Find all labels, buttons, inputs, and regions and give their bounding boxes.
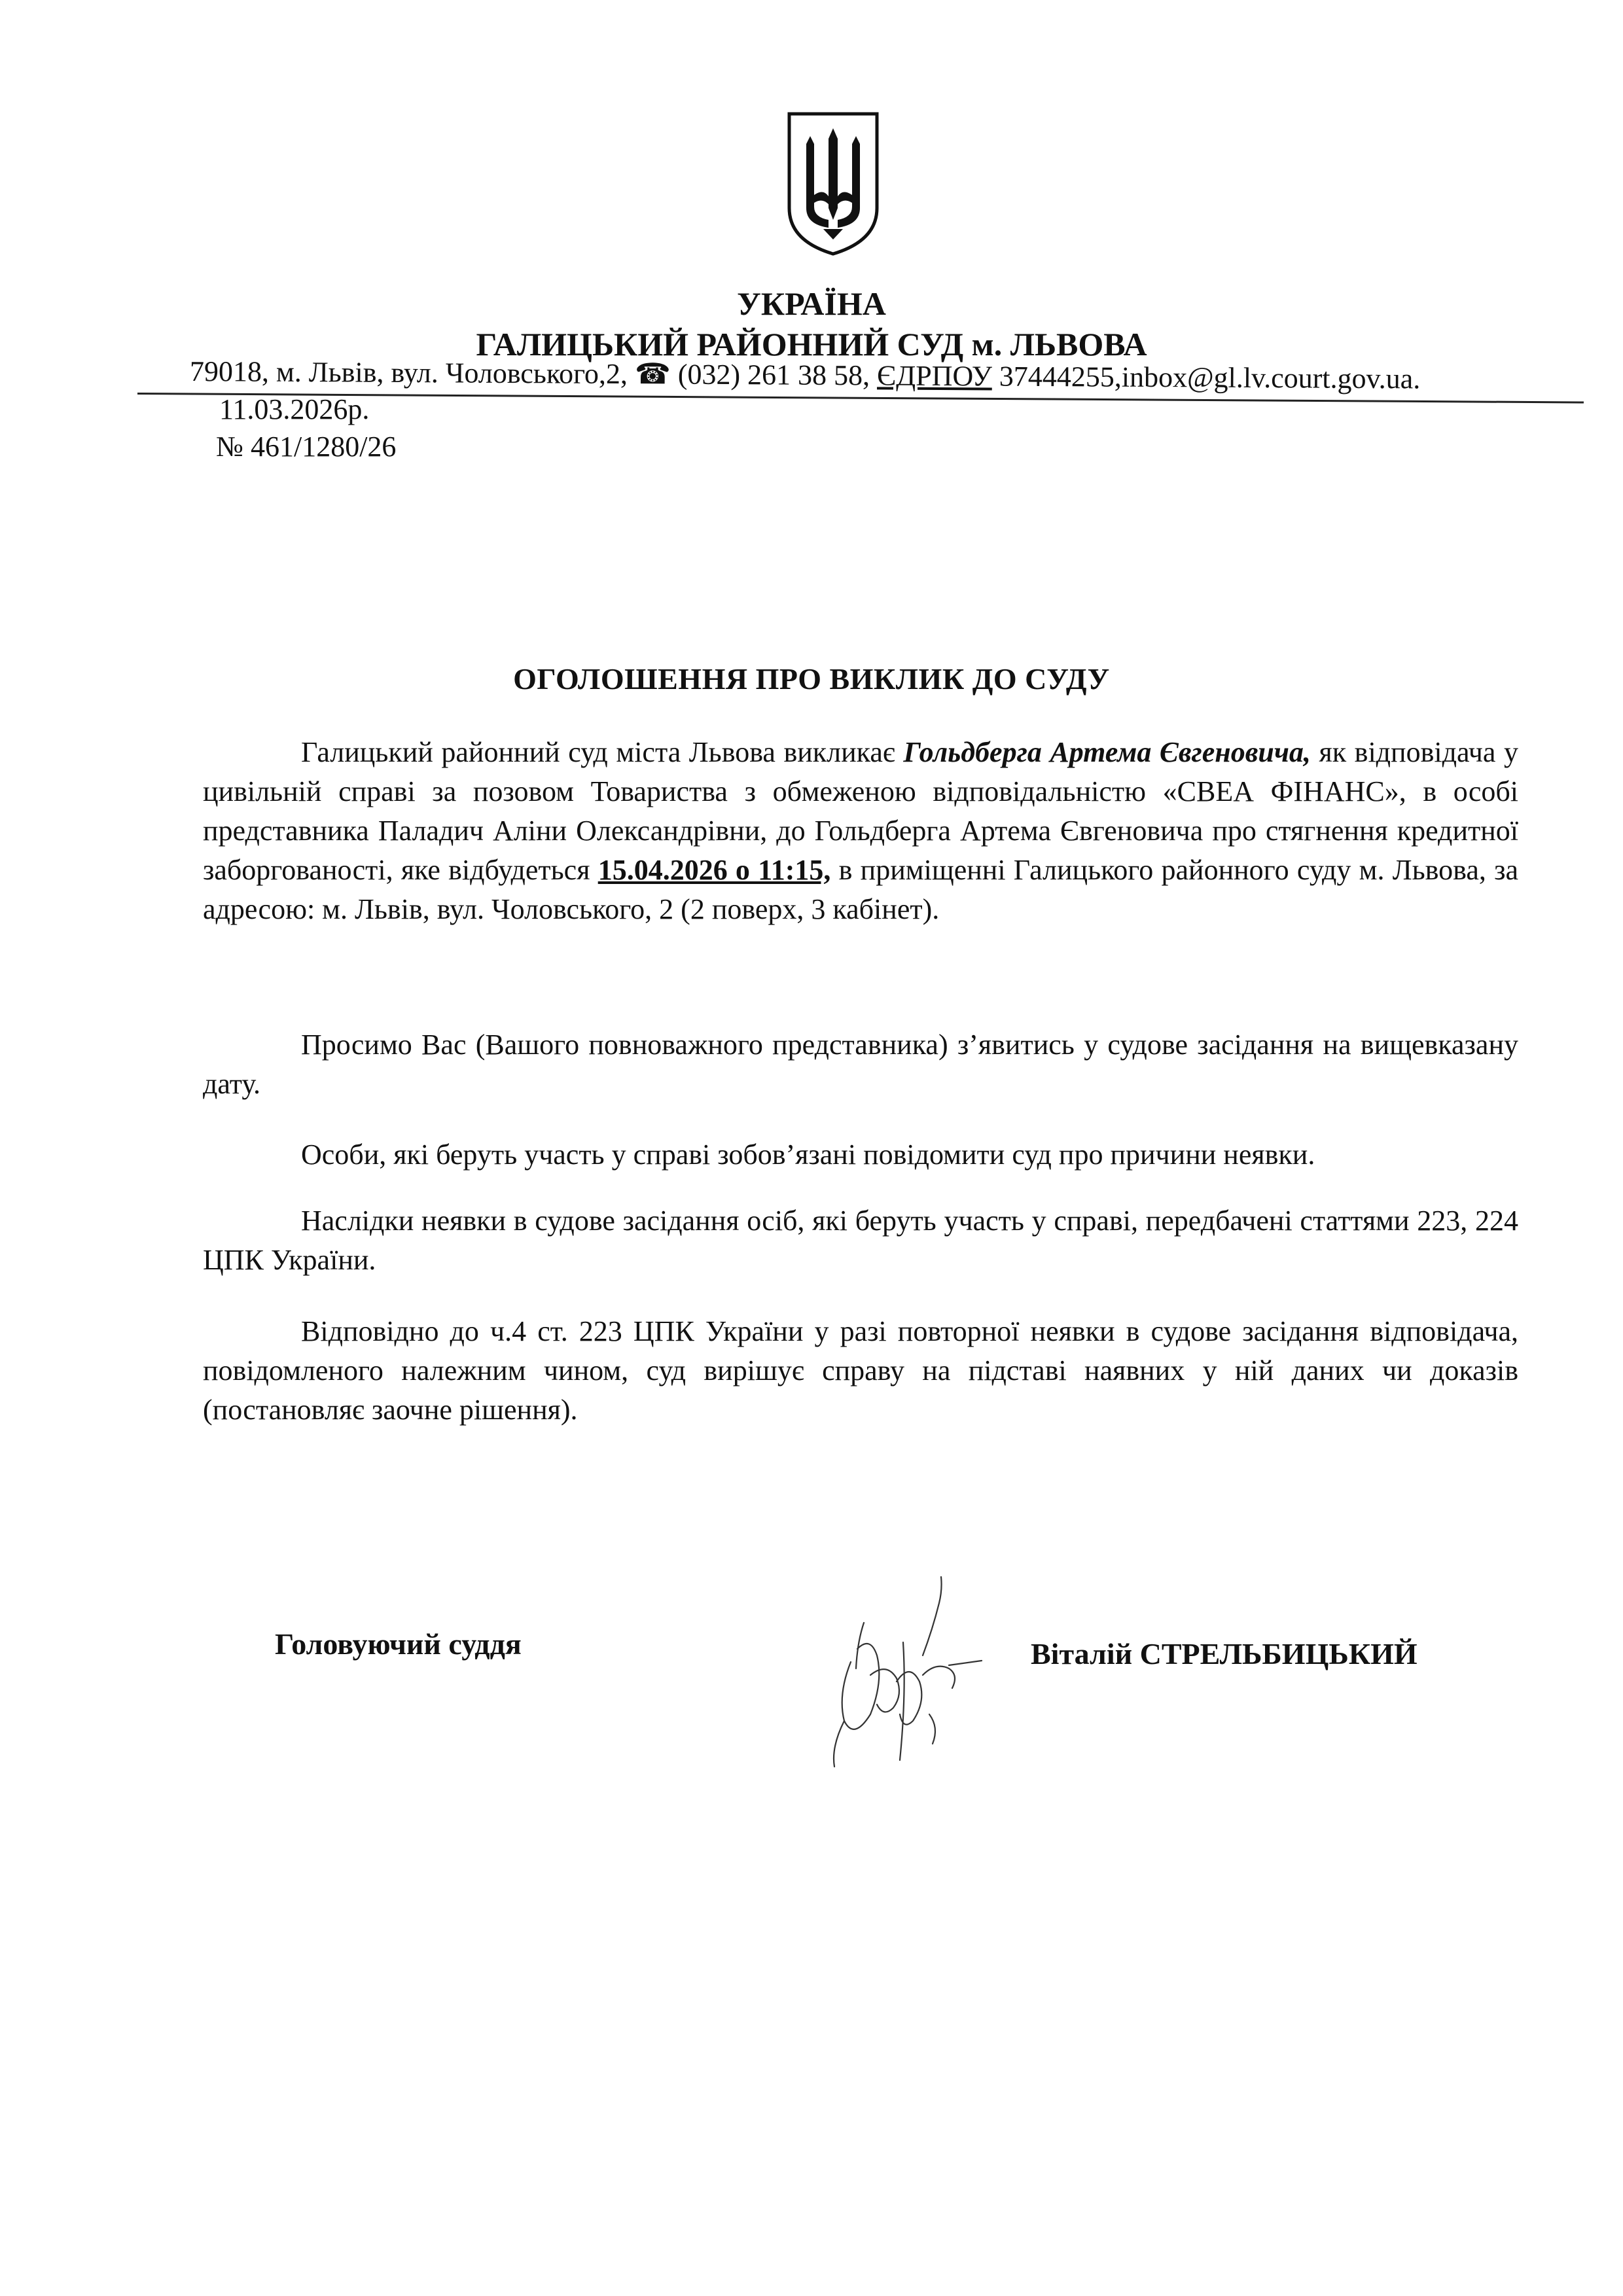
country-heading: УКРАЇНА: [737, 285, 886, 322]
telephone-icon: ☎: [634, 358, 678, 391]
p1-text-c: в приміщенні Галицького районного суду м. Львова, за адресою: м. Львів, вул. Чоловського, 2 (2 поверх, 3 кабінет).: [203, 854, 1519, 925]
edrpou-and-email: 37444255,inbox@gl.lv.court.gov.ua.: [991, 360, 1421, 395]
court-address-line: [190, 353, 1597, 398]
attendance-request-paragraph: Просимо Вас (Вашого повноважного представника) з’явитись у судове засідання на вищевказану дату.: [203, 1029, 1518, 1100]
document-date: 11.03.2026р.: [219, 393, 370, 425]
hearing-datetime: 15.04.2026 о 11:15,: [597, 854, 831, 886]
document-title: ОГОЛОШЕННЯ ПРО ВИКЛИК ДО СУДУ: [513, 662, 1110, 696]
consequences-paragraph: Наслідки неявки в судове засідання осіб, які беруть участь у справі, передбачені статтями 223, 224 ЦПК України.: [203, 1205, 1518, 1276]
judge-name: Віталій СТРЕЛЬБИЦЬКИЙ: [1031, 1637, 1418, 1670]
court-phone: (032) 261 38 58,: [677, 358, 878, 392]
coat-of-arms-icon: [784, 110, 882, 257]
notify-paragraph: Особи, які беруть участь у справі зобов’язані повідомити суд про причини неявки.: [301, 1139, 1315, 1171]
handwritten-signature: [772, 1564, 1008, 1773]
summons-paragraph: [203, 733, 1518, 929]
document-number: № 461/1280/26: [216, 431, 397, 463]
p1-text-b: як відповідача у цивільній справі за позовом Товариства з обмеженою відповідальністю «СВЕА ФІНАНС», в особі представника Паладич Аліни Олександрівни, до Гольдберга Артема Євгеновича про стягнення кредитної заборгованості, яке відбудеться: [203, 736, 1518, 886]
p1-text-a: Галицький районний суд міста Львова викликає: [301, 736, 904, 768]
judge-role: Головуючий суддя: [275, 1627, 522, 1661]
defendant-name: Гольдберга Артема Євгеновича,: [903, 736, 1311, 768]
court-heading: ГАЛИЦЬКИЙ РАЙОННИЙ СУД м. ЛЬВОВА: [476, 326, 1147, 362]
legal-basis-paragraph: Відповідно до ч.4 ст. 223 ЦПК України у разі повторної неявки в судове засідання відповідача, повідомленого належним чином, суд вирішує справу на підставі наявних у ній даних чи доказів (постановляє заочне рішення).: [203, 1315, 1518, 1426]
edrpou-label: ЄДРПОУ: [876, 359, 993, 393]
court-address: 79018, м. Львів, вул. Чоловського,2,: [189, 355, 635, 391]
